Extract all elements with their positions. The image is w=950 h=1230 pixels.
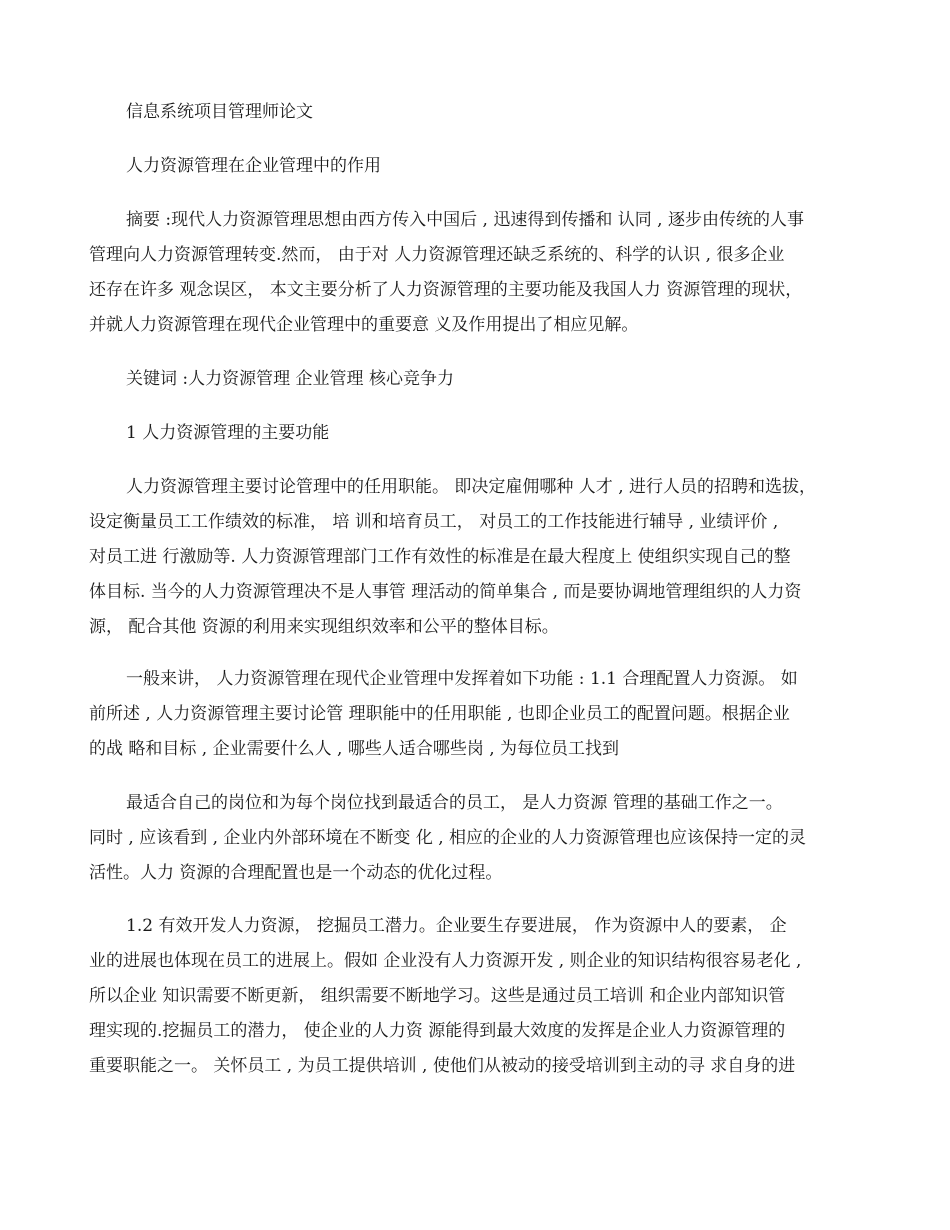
body-line: 对员工进 行激励等. 人力资源管理部门工作有效性的标准是在最大程度上 使组织实现自己的整: [89, 547, 791, 567]
abstract-line: 管理向人力资源管理转变.然而， 由于对 人力资源管理还缺乏系统的、科学的认识 , 很多企业: [89, 245, 785, 265]
abstract-line: 还存在许多 观念误区， 本文主要分析了人力资源管理的主要功能及我国人力 资源管理的现状，: [89, 280, 803, 300]
paper-title-text: 人力资源管理在企业管理中的作用: [126, 156, 381, 176]
body-line: 前所述 , 人力资源管理主要讨论管 理职能中的任用职能 , 也即企业员工的配置问题。根据企业: [89, 704, 790, 724]
body-line: 业的进展也体现在员工的进展上。假如 企业没有人力资源开发 , 则企业的知识结构很容易老化 ,: [89, 951, 802, 971]
body-line: 同时 , 应该看到 , 企业内外部环境在不断变 化 , 相应的企业的人力资源管理也应该保持一定的灵: [89, 828, 807, 848]
keywords-text: 关键词 :人力资源管理 企业管理 核心竞争力: [126, 369, 454, 389]
body-line: 最适合自己的岗位和为每个岗位找到最适合的员工， 是人力资源 管理的基础工作之一。: [126, 793, 783, 813]
body-line: 一般来讲， 人力资源管理在现代企业管理中发挥着如下功能 : 1.1 合理配置人力资源。 如: [126, 669, 798, 689]
body-line: 体目标. 当今的人力资源管理决不是人事管 理活动的简单集合 , 而是要协调地管理组织的人力资: [89, 582, 802, 602]
body-line: 重要职能之一。 关怀员工 , 为员工提供培训 , 使他们从被动的接受培训到主动的寻 求自身的进: [89, 1056, 796, 1076]
body-line: 源， 配合其他 资源的利用来实现组织效率和公平的整体目标。: [89, 617, 559, 637]
body-line: 的战 略和目标 , 企业需要什么人 , 哪些人适合哪些岗 , 为每位员工找到: [89, 739, 620, 759]
body-line: 所以企业 知识需要不断更新， 组织需要不断地学习。这些是通过员工培训 和企业内部知识管: [89, 986, 786, 1006]
document-type-text: 信息系统项目管理师论文: [126, 102, 313, 122]
abstract-line: 并就人力资源管理在现代企业管理中的重要意 义及作用提出了相应见解。: [89, 315, 639, 335]
body-line: 1.2 有效开发人力资源， 挖掘员工潜力。企业要生存要进展， 作为资源中人的要素， 企: [126, 916, 787, 936]
section-heading-text: 1 人力资源管理的主要功能: [126, 423, 330, 443]
abstract-line: 摘要 :现代人力资源管理思想由西方传入中国后 , 迅速得到传播和 认同 , 逐步由传统的人事: [126, 210, 804, 230]
body-line: 理实现的.挖掘员工的潜力， 使企业的人力资 源能得到最大效度的发挥是企业人力资源管理的: [89, 1021, 786, 1041]
body-line: 人力资源管理主要讨论管理中的任用职能。 即决定雇佣哪种 人才 , 进行人员的招聘和选拔，: [126, 477, 817, 497]
body-line: 活性。人力 资源的合理配置也是一个动态的优化过程。: [89, 863, 503, 883]
body-line: 设定衡量员工工作绩效的标准， 培 训和培育员工， 对员工的工作技能进行辅导 , 业绩评价 ,: [89, 512, 779, 532]
